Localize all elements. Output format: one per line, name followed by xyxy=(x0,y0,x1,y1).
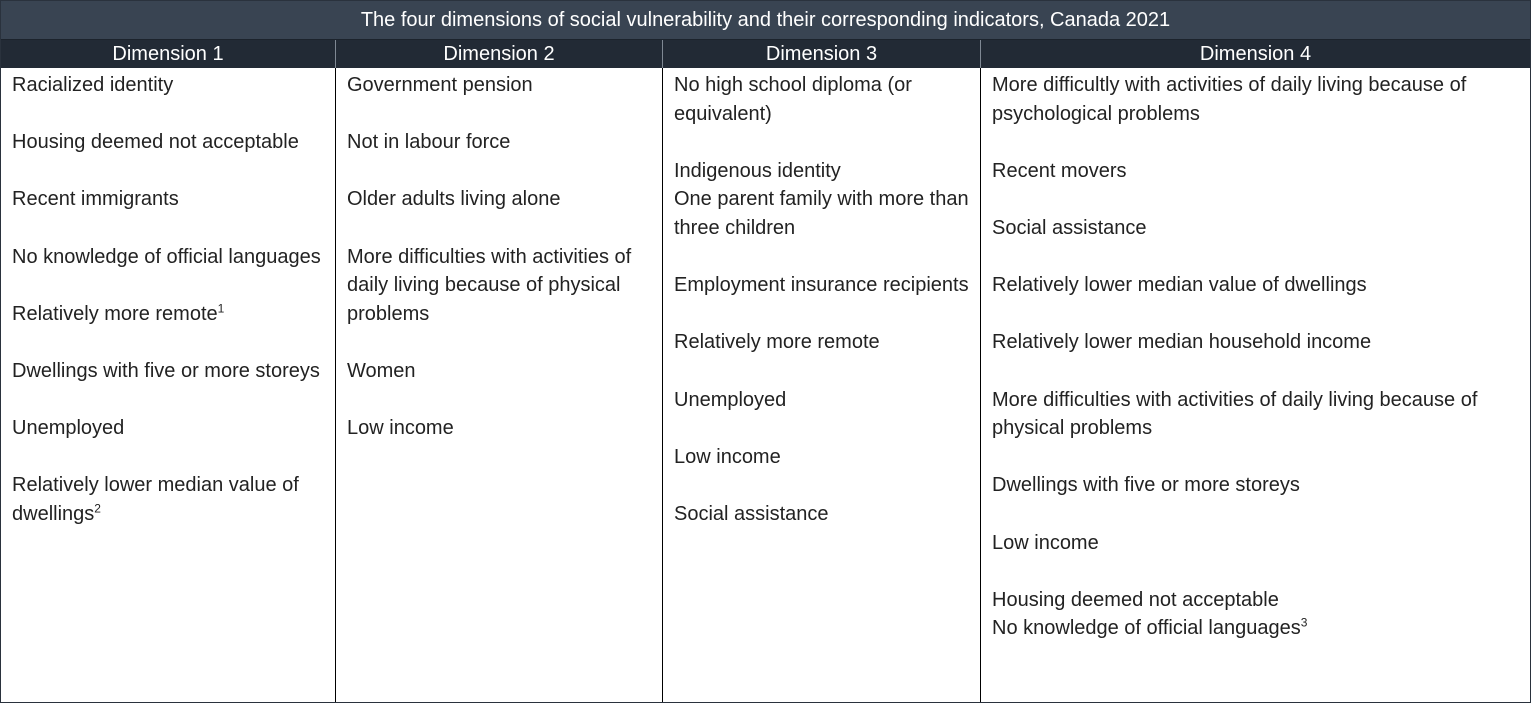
indicator-text: Unemployed xyxy=(12,417,125,440)
indicator-item xyxy=(674,157,970,186)
indicator-item xyxy=(674,185,970,242)
indicator-item xyxy=(992,157,1520,186)
indicator-item xyxy=(992,614,1520,643)
indicator-text: No knowledge of official languages xyxy=(12,245,321,268)
column-header-dimension-2 xyxy=(336,40,663,68)
indicator-item xyxy=(992,214,1520,243)
indicator-text: Housing deemed not acceptable xyxy=(992,588,1279,611)
indicator-text: Older adults living alone xyxy=(347,188,561,211)
footnote-marker: 2 xyxy=(94,501,101,516)
indicator-text: Racialized identity xyxy=(12,74,174,96)
dimension-2-indicators xyxy=(336,68,663,702)
indicator-text: More difficulties with activities of daily living because of physical problems xyxy=(992,388,1478,440)
indicator-text: Relatively more remote xyxy=(674,331,880,354)
indicator-item xyxy=(992,71,1520,128)
indicator-item xyxy=(12,128,325,157)
indicator-text: Dwellings with five or more storeys xyxy=(12,359,320,382)
indicator-text: Relatively lower median value of dwellings xyxy=(992,274,1367,297)
indicator-text: Recent movers xyxy=(992,159,1127,182)
dimension-1-indicators xyxy=(1,68,336,702)
table-header-row xyxy=(1,40,1530,68)
column-header-label: Dimension 1 xyxy=(112,42,224,65)
indicator-text: No high school diploma (or equivalent) xyxy=(674,74,912,125)
indicator-text: Housing deemed not acceptable xyxy=(12,131,299,154)
indicator-text: Dwellings with five or more storeys xyxy=(992,474,1300,497)
indicator-item xyxy=(347,185,652,214)
indicator-item xyxy=(12,300,325,329)
footnote-marker: 3 xyxy=(1300,615,1308,630)
indicator-text: Social assistance xyxy=(674,502,829,525)
indicator-item xyxy=(12,185,325,214)
indicator-text: One parent family with more than three children xyxy=(674,188,969,239)
indicator-item xyxy=(674,500,970,529)
indicator-text: More difficultly with activities of daily living because of psychological problems xyxy=(992,74,1467,125)
column-header-label: Dimension 2 xyxy=(443,42,555,65)
indicator-item xyxy=(992,586,1520,615)
indicator-text: Low income xyxy=(674,445,781,468)
indicator-text: Low income xyxy=(992,531,1099,554)
indicator-item xyxy=(347,357,652,386)
indicator-text: Relatively more remote xyxy=(12,302,218,325)
indicator-item xyxy=(992,471,1520,500)
indicator-text: Low income xyxy=(347,417,454,440)
indicator-text: Not in labour force xyxy=(347,131,511,154)
indicator-item xyxy=(12,71,325,100)
indicator-text: Relatively lower median household income xyxy=(992,331,1372,354)
indicator-text: Social assistance xyxy=(992,216,1147,239)
indicator-item xyxy=(12,243,325,272)
dimension-3-indicators xyxy=(663,68,981,702)
indicator-item xyxy=(347,414,652,443)
indicator-text: More difficulties with activities of daily living because of physical problems xyxy=(347,245,632,325)
indicator-text: Unemployed xyxy=(674,388,787,411)
table-body-row xyxy=(1,68,1530,702)
indicator-item xyxy=(674,386,970,415)
indicator-item xyxy=(347,128,652,157)
indicator-item xyxy=(992,328,1520,357)
indicator-item xyxy=(992,386,1520,443)
indicator-item xyxy=(674,443,970,472)
indicator-item xyxy=(674,328,970,357)
indicator-item xyxy=(347,243,652,329)
indicator-text: Employment insurance recipients xyxy=(674,274,969,297)
column-header-dimension-3 xyxy=(663,40,981,68)
indicator-item xyxy=(347,71,652,100)
indicator-item xyxy=(674,71,970,128)
indicator-text: Indigenous identity xyxy=(674,159,841,182)
table-title xyxy=(1,1,1530,40)
table-title-text: The four dimensions of social vulnerability and their corresponding indicators, Canada 2021 xyxy=(360,8,1171,31)
indicator-text: Relatively lower median value of dwellings xyxy=(12,474,299,525)
indicator-text: Women xyxy=(347,359,416,382)
indicator-item xyxy=(992,529,1520,558)
column-header-label: Dimension 3 xyxy=(765,42,878,65)
indicator-text: Government pension xyxy=(347,74,533,96)
indicator-item xyxy=(12,471,325,528)
indicator-text: No knowledge of official languages xyxy=(992,617,1301,640)
footnote-marker: 1 xyxy=(217,301,225,316)
indicator-text: Recent immigrants xyxy=(12,188,179,211)
indicator-item xyxy=(12,414,325,443)
dimension-4-indicators xyxy=(981,68,1530,702)
column-header-dimension-4 xyxy=(981,40,1530,68)
indicator-item xyxy=(12,357,325,386)
column-header-dimension-1 xyxy=(1,40,336,68)
column-header-label: Dimension 4 xyxy=(1199,42,1312,65)
indicator-item xyxy=(674,271,970,300)
indicator-item xyxy=(992,271,1520,300)
